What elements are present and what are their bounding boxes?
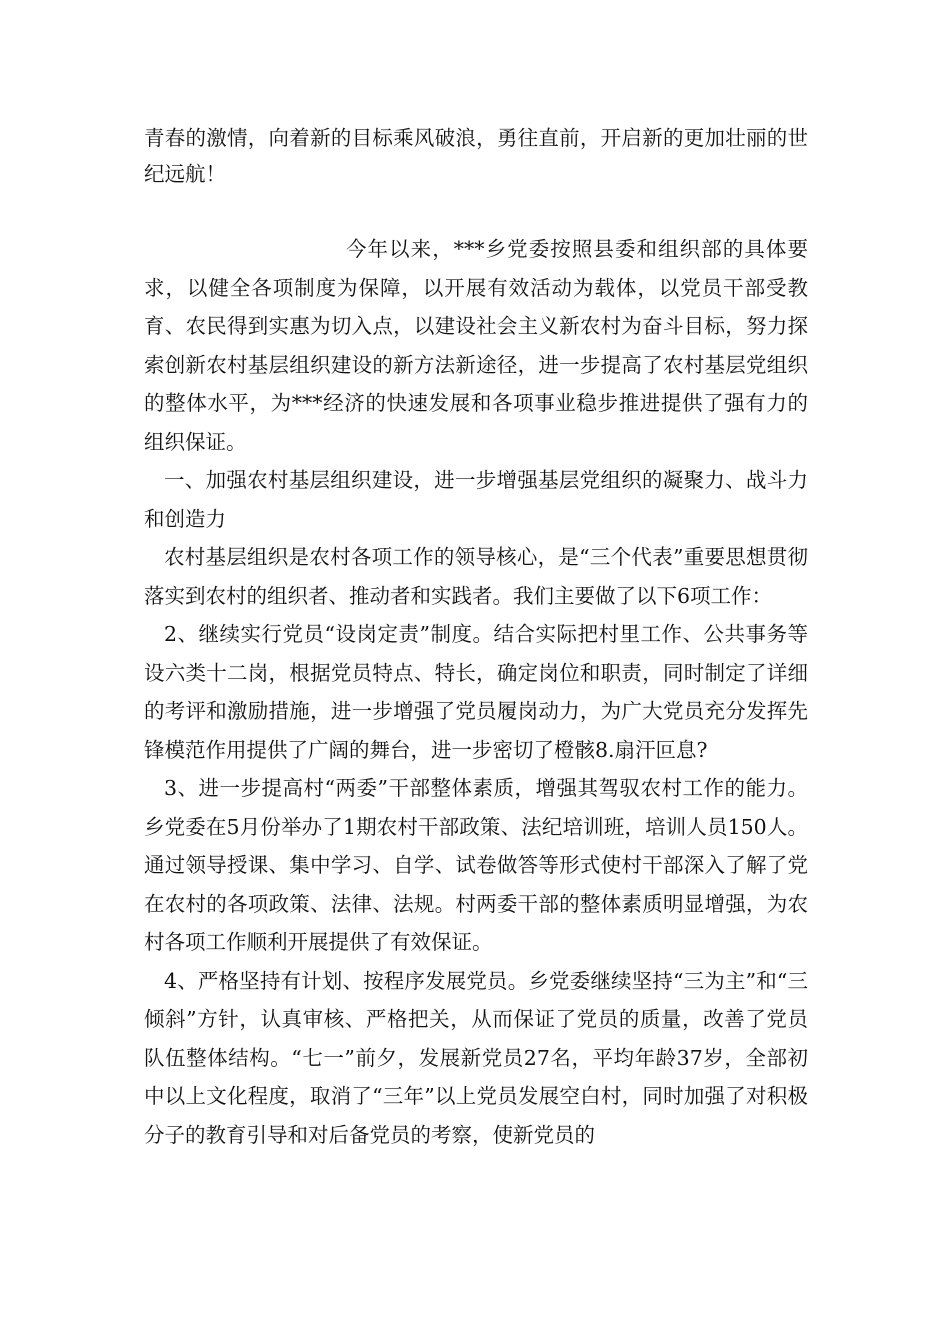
list-item-2: 2、继续实行党员“设岗定责”制度。结合实际把村里工作、公共事务等设六类十二岗，根据党员特点、特长，确定岗位和职责，同时制定了详细的考评和激励措施，进一步增强了党员履岗动力，为广大党员充分发挥先锋模范作用提供了广阔的舞台，进一步密切了橙骸8.扇汗叵息? [144, 622, 808, 762]
intro-block [144, 120, 808, 192]
list-item-3: 3、进一步提高村“两委”干部整体素质，增强其驾驭农村工作的能力。乡党委在5月份举办了1期农村干部政策、法纪培训班，培训人员150人。通过领导授课、集中学习、自学、试卷做答等形式使村干部深入了解了党在农村的各项政策、法律、法规。村两委干部的整体素质明显增强，为农村各项工作顺利开展提供了有效保证。 [144, 776, 808, 954]
main-body [144, 230, 808, 1154]
list-item-4: 4、严格坚持有计划、按程序发展党员。乡党委继续坚持“三为主”和“三倾斜”方针，认真审核、严格把关，从而保证了党员的质量，改善了党员队伍整体结构。“七一”前夕，发展新党员27名，平均年龄37岁，全部初中以上文化程度，取消了“三年”以上党员发展空白村，同时加强了对积极分子的教育引导和对后备党员的考察，使新党员的 [144, 968, 808, 1147]
section-intro-paragraph: 农村基层组织是农村各项工作的领导核心，是“三个代表”重要思想贯彻落实到农村的组织者、推动者和实践者。我们主要做了以下6项工作： [144, 545, 808, 608]
intro-paragraph: 青春的激情，向着新的目标乘风破浪，勇往直前，开启新的更加壮丽的世纪远航！ [144, 126, 808, 186]
section-heading: 一、加强农村基层组织建设，进一步增强基层党组织的凝聚力、战斗力和创造力 [144, 468, 808, 531]
opening-paragraph: 今年以来，***乡党委按照县委和组织部的具体要求，以健全各项制度为保障，以开展有效活动为载体，以党员干部受教育、农民得到实惠为切入点，以建设社会主义新农村为奋斗目标，努力探索创新农村基层组织建设的新方法新途径，进一步提高了农村基层党组织的整体水平，为***经济的快速发展和各项事业稳步推进提供了强有力的组织保证。 [144, 237, 808, 454]
